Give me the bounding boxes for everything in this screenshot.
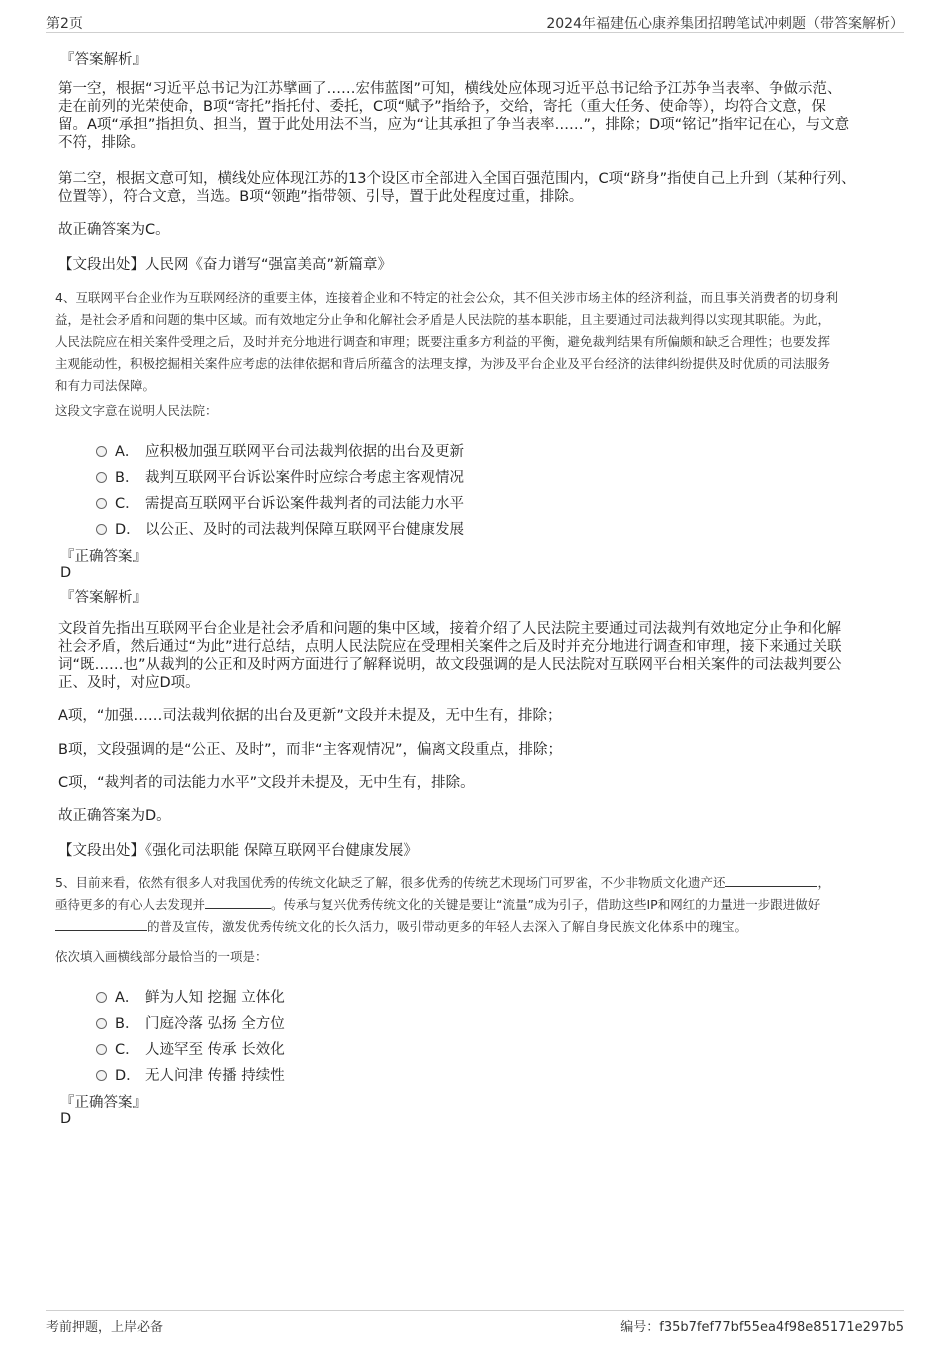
q5-answer-label: 『正确答案』 <box>60 1095 147 1111</box>
text-line: 第二空，根据文意可知，横线处应体现江苏的13个设区市全部进入全国百强范围内，C项“跻身”指使自己上升到（某种行列、 <box>58 171 856 187</box>
text-line: 走在前列的光荣使命，B项“寄托”指托付、委托，C项“赋予”指给予，交给，寄托（重大任务、使命等），均符合文意，保 <box>58 99 826 115</box>
radio-icon[interactable] <box>96 446 107 457</box>
text-line: 第一空，根据“习近平总书记为江苏擘画了……宏伟蓝图”可知，横线处应体现习近平总书记给予江苏争当表率、争做示范、 <box>58 81 842 97</box>
footer-slogan: 考前押题，上岸必备 <box>46 1320 164 1335</box>
q3-analysis-paragraph-2 <box>58 170 888 206</box>
text-line: 人民法院应在相关案件受理之后，及时并充分地进行调查和审理；既要注重多方利益的平衡，避免裁判结果有所偏颇和缺乏合理性；也要发挥 <box>55 334 831 349</box>
text-line: 位置等），符合文意，当选。B项“领跑”指带领、引导，置于此处程度过重，排除。 <box>58 189 584 205</box>
q4-analysis-label: 『答案解析』 <box>60 590 147 606</box>
text-line: 不符，排除。 <box>58 135 145 151</box>
radio-icon[interactable] <box>96 1070 107 1081</box>
q4-option-d[interactable]: D． 以公正、及时的司法裁判保障互联网平台健康发展 <box>96 518 464 539</box>
q4-conclusion: 故正确答案为D。 <box>58 808 171 824</box>
radio-icon[interactable] <box>96 1044 107 1055</box>
q4-source: 【文段出处】《强化司法职能 保障互联网平台健康发展》 <box>58 843 418 859</box>
q4-answer-label: 『正确答案』 <box>60 549 147 565</box>
q4-answer: D <box>60 565 72 581</box>
answer-blank <box>725 874 817 887</box>
radio-icon[interactable] <box>96 524 107 535</box>
answer-blank <box>55 918 147 931</box>
q3-analysis-paragraph-1 <box>58 80 888 152</box>
document-title: 2024年福建伍心康养集团招聘笔试冲刺题（带答案解析） <box>546 16 904 32</box>
text-line: 社会矛盾，然后通过“为此”进行总结，点明人民法院应在受理相关案件之后及时并充分地进行调查和审理，接下来通过关联 <box>58 639 842 655</box>
page-footer <box>46 1310 904 1335</box>
answer-blank <box>205 896 271 909</box>
q4-analysis-paragraph <box>58 620 888 692</box>
text-line: 5、目前来看，依然有很多人对我国优秀的传统文化缺乏了解，很多优秀的传统艺术现场门可罗雀，不少非物质文化遗产还 ， <box>55 875 830 890</box>
q5-answer: D <box>60 1111 72 1127</box>
text-line: 和有力司法保障。 <box>55 378 156 393</box>
text-line: 亟待更多的有心人去发现并 。传承与复兴优秀传统文化的关键是要让“流量”成为引子，借助这些IP和网红的力量进一步跟进做好 <box>55 897 821 912</box>
text-line: 的普及宣传，激发优秀传统文化的长久活力，吸引带动更多的年轻人去深入了解自身民族文化体系中的瑰宝。 <box>55 916 900 938</box>
q3-conclusion: 故正确答案为C。 <box>58 222 170 238</box>
page-number: 第2页 <box>46 16 83 32</box>
text-line: 主观能动性，积极挖掘相关案件应考虑的法律依据和背后所蕴含的法理支撑，为涉及平台企业及平台经济的法律纠纷提供及时优质的司法服务 <box>55 356 831 371</box>
q4-option-b[interactable]: B． 裁判互联网平台诉讼案件时应综合考虑主客观情况 <box>96 466 464 487</box>
text-line: 益，是社会矛盾和问题的集中区域。而有效地定分止争和化解社会矛盾是人民法院的基本职能，且主要通过司法裁判得以实现其职能。为此， <box>55 312 831 327</box>
text-line: 正、及时，对应D项。 <box>58 675 200 691</box>
text-line: 4、互联网平台企业作为互联网经济的重要主体，连接着企业和不特定的社会公众，其不但关涉市场主体的经济利益，而且事关消费者的切身利 <box>55 290 838 305</box>
page-header <box>46 10 904 33</box>
q4-prompt: 这段文字意在说明人民法院： <box>55 403 218 418</box>
q3-analysis-label: 『答案解析』 <box>60 52 147 68</box>
q5-prompt: 依次填入画横线部分最恰当的一项是： <box>55 949 268 964</box>
document-id: 编号：f35b7fef77bf55ea4f98e85171e297b5 <box>620 1320 904 1335</box>
q5-option-c[interactable]: C． 人迹罕至 传承 长效化 <box>96 1038 285 1059</box>
q4-analysis-c: C项，“裁判者的司法能力水平”文段并未提及，无中生有，排除。 <box>58 775 475 791</box>
q5-question-text <box>55 872 900 938</box>
radio-icon[interactable] <box>96 472 107 483</box>
q4-option-c[interactable]: C． 需提高互联网平台诉讼案件裁判者的司法能力水平 <box>96 492 464 513</box>
radio-icon[interactable] <box>96 1018 107 1029</box>
q4-analysis-a: A项，“加强……司法裁判依据的出台及更新”文段并未提及，无中生有，排除； <box>58 708 562 724</box>
q5-option-a[interactable]: A． 鲜为人知 挖掘 立体化 <box>96 986 285 1007</box>
q5-option-d[interactable]: D． 无人问津 传播 持续性 <box>96 1064 285 1085</box>
text-line: 词“既……也”从裁判的公正和及时两方面进行了解释说明，故文段强调的是人民法院对互联网平台相关案件的司法裁判要公 <box>58 657 842 673</box>
radio-icon[interactable] <box>96 992 107 1003</box>
q4-option-a[interactable]: A． 应积极加强互联网平台司法裁判依据的出台及更新 <box>96 440 464 461</box>
radio-icon[interactable] <box>96 498 107 509</box>
q4-analysis-b: B项，文段强调的是“公正、及时”，而非“主客观情况”，偏离文段重点，排除； <box>58 742 562 758</box>
text-line: 文段首先指出互联网平台企业是社会矛盾和问题的集中区域，接着介绍了人民法院主要通过司法裁判有效地定分止争和化解 <box>58 621 841 637</box>
q3-source: 【文段出处】人民网《奋力谱写“强富美高”新篇章》 <box>58 257 393 273</box>
text-line: 留。A项“承担”指担负、担当，置于此处用法不当，应为“让其承担了争当表率……”，排除；D项“铭记”指牢记在心，与文意 <box>58 117 850 133</box>
q4-question-text <box>55 287 900 397</box>
q5-option-b[interactable]: B． 门庭冷落 弘扬 全方位 <box>96 1012 285 1033</box>
